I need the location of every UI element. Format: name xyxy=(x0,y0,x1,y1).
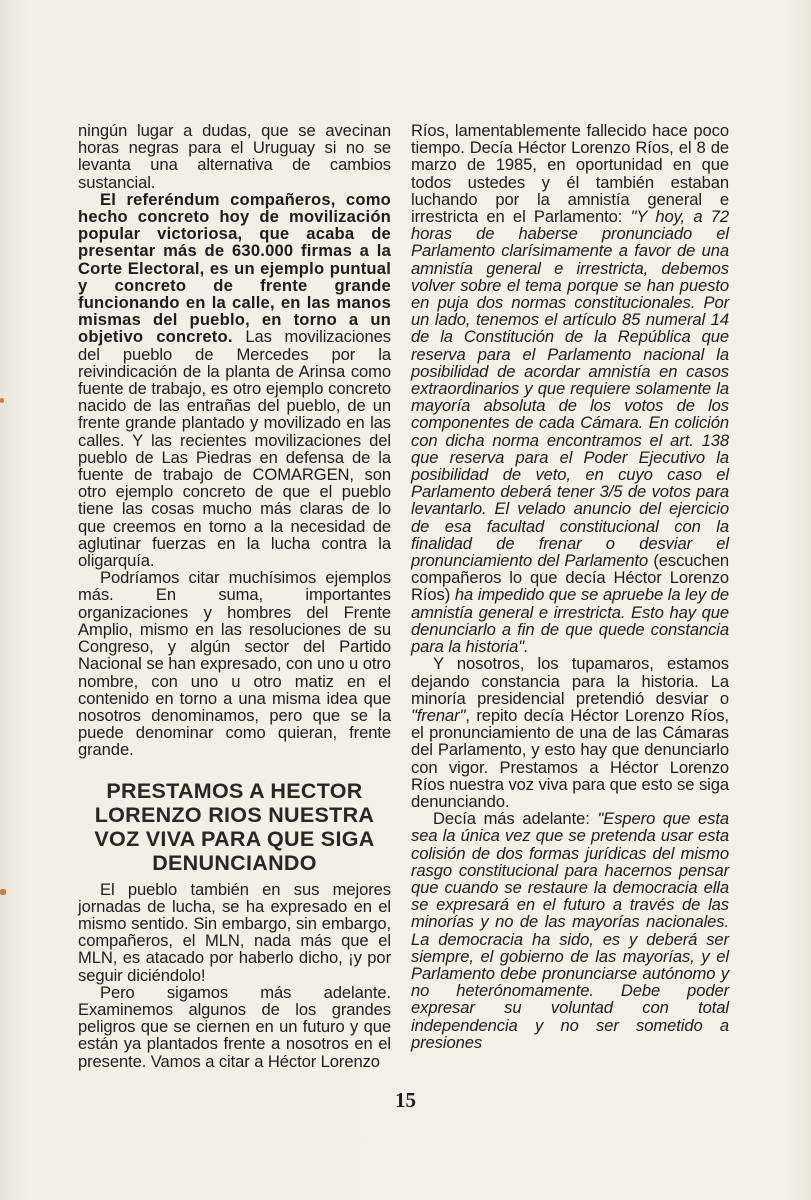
body-text: Decía más adelante: xyxy=(433,809,598,829)
body-text: , repito decía Héctor Lorenzo Ríos, el pronunciamiento de una de las Cámaras del Parlamento, y esto hay que denunciarlo con vigor. Prestamos a Héctor Lorenzo Ríos nuestra voz viva para que esto se siga denunciando. xyxy=(411,705,729,811)
quote-text: "Espero que esta sea la única vez que se pretenda usar esta colisión de dos formas jurídicas del mismo rasgo constitucional para hacernos pensar que cuando se restaure la democracia ella se expresará en el futuro a través de las minorías y no de las mayorías nacionales. La democracia ha sido, es y deberá ser siempre, el gobierno de las mayorías, y el Parlamento debe pronunciarse autónomo y no heterónomamente. Debe poder expresar su voluntad con total independencia y no ser sometido a presiones xyxy=(411,809,729,1052)
paragraph: Podríamos citar muchísimos ejemplos más. En suma, importantes organizaciones y hombres del Frente Amplio, mismo en las resoluciones de su Congreso, y algún sector del Partido Nacional se han expresado, con uno u otro nombre, con uno u otro matiz en el contenido en torno a una misma idea que nosotros denominamos, pero que se la puede denominar como quieran, frente grande. xyxy=(78,568,391,760)
paragraph: ningún lugar a dudas, que se avecinan horas negras para el Uruguay si no se levanta una alternativa de cambios sustancial. xyxy=(78,121,391,192)
right-column xyxy=(411,122,729,1051)
margin-mark xyxy=(0,398,4,403)
paragraph xyxy=(411,810,729,1051)
body-text: (escuchen compañeros lo que decía Héctor Lorenzo Ríos) xyxy=(411,551,729,605)
quote-text: "frenar" xyxy=(411,705,466,725)
quote-text: ha impedido que se apruebe la ley de amnistía general e irrestricta. Esto hay que denunciarlo a fin de que quede constancia para la historia". xyxy=(411,585,730,657)
paragraph xyxy=(78,191,391,569)
page-number: 15 xyxy=(395,1088,416,1112)
paragraph: El pueblo también en sus mejores jornadas de lucha, se ha expresado en el mismo sentido. Sin embargo, sin embargo, compañeros, el MLN, nada más que el MLN, es atacado por haberlo dicho, ¡y por seguir diciéndolo! xyxy=(78,879,391,985)
left-column xyxy=(78,122,391,1070)
body-text: Ríos, lamentablemente fallecido hace poco tiempo. Decía Héctor Lorenzo Ríos, el 8 de marzo de 1985, en oportunidad en que todos ustedes y él también estaban luchando por la amnistía general e irrestricta en el Parlamento: xyxy=(411,121,729,227)
section-heading: PRESTAMOS A HECTOR LORENZO RIOS NUESTRA VOZ VIVA PARA QUE SIGA DENUNCIANDO xyxy=(94,778,375,875)
paragraph xyxy=(411,655,729,810)
quote-text: "Y hoy, a 72 horas de haberse pronunciado el Parlamento clarísimamente a favor de una amnistía general e irrestricta, debemos volver sobre el tema porque se han puesto en puja dos normas constitucionales. Por un lado, tenemos el artículo 85 numeral 14 de la Constitución de la República que reserva para el Parlamento nacional la posibilidad de acordar amnistía en casos extraordinarios y que requiere solamente la mayoría absoluta de los votos de los componentes de cada Cámara. En colición con dicha norma encontramos el art. 138 que reserva para el Poder Ejecutivo la posibilidad de veto, en cuyo caso el Parlamento deberá tener 3/5 de votos para levantarlo. El velado anuncio del ejercicio de esa facultad constitucional con la finalidad de frenar o desviar el pronunciamiento del Parlamento xyxy=(411,207,729,571)
body-text: Las movilizaciones del pueblo de Mercedes por la reivindicación de la planta de Arinsa como fuente de trabajo, es otro ejemplo concreto nacido de las entrañas del pueblo, de un frente grande plantado y movilizado en las calles. Y las recientes movilizaciones del pueblo de Las Piedras en defensa de la fuente de trabajo de COMARGEN, son otro ejemplo concreto de que el pueblo tiene las cosas mucho más claras de lo que creemos en torno a la necesidad de aglutinar fuerzas en la lucha contra la oligarquía. xyxy=(78,327,391,571)
body-text: Y nosotros, los tupamaros, estamos dejando constancia para la historia. La minoría presidencial pretendió desviar o xyxy=(411,654,729,708)
paragraph: Pero sigamos más adelante. Examinemos algunos de los grandes peligros que se ciernen en un futuro y que están ya plantados frente a nosotros en el presente. Vamos a citar a Héctor Lorenzo xyxy=(78,982,391,1071)
paragraph xyxy=(411,122,729,655)
margin-mark xyxy=(0,889,6,895)
bold-text: El referéndum compañeros, como hecho concreto hoy de movilización popular victoriosa, que acaba de presentar más de 630.000 firmas a la Corte Electoral, es un ejemplo puntual y concreto de frente grande funcionando en la calle, en las manos mismas del pueblo, en torno a un objetivo concreto. xyxy=(78,189,391,347)
